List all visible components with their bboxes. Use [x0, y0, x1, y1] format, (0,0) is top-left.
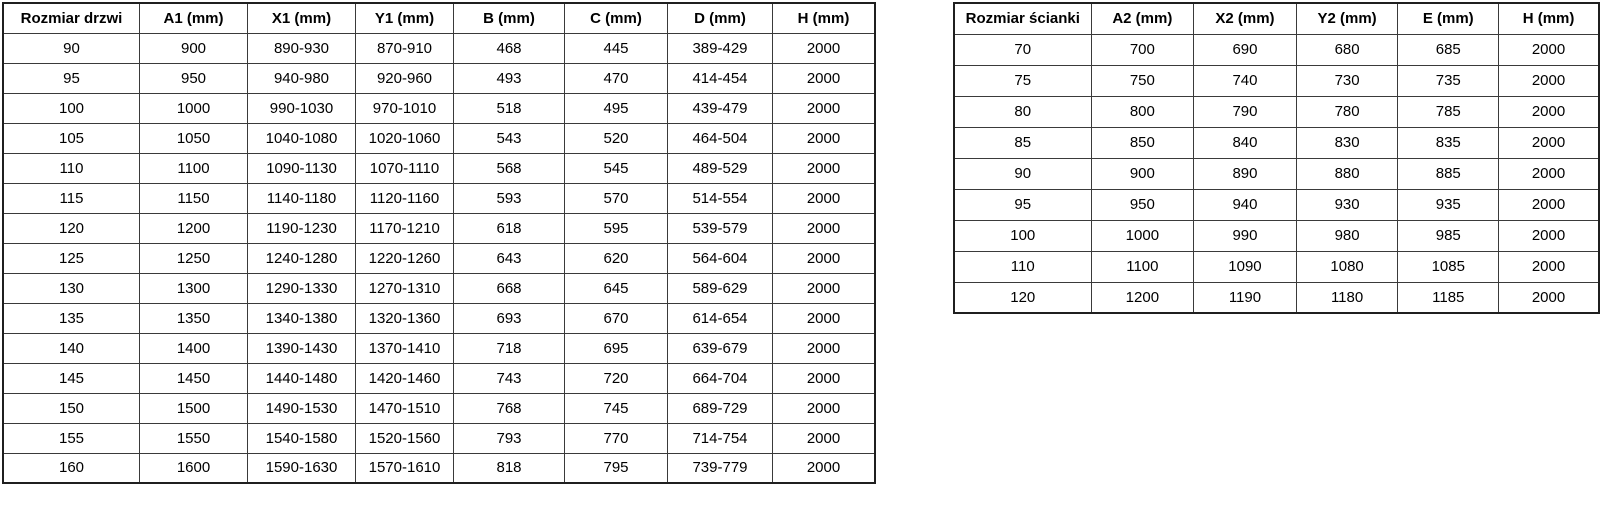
table-cell: 2000 [1499, 127, 1599, 158]
table-cell: 593 [454, 183, 565, 213]
table-cell: 614-654 [668, 303, 773, 333]
table-cell: 1085 [1398, 251, 1499, 282]
table-cell: 1290-1330 [248, 273, 356, 303]
table-cell: 2000 [773, 33, 876, 63]
column-header: Y1 (mm) [356, 3, 454, 33]
table-cell: 1540-1580 [248, 423, 356, 453]
table-row [3, 153, 875, 183]
table-cell: 1550 [140, 423, 248, 453]
table-cell: 1590-1630 [248, 453, 356, 483]
table-cell: 935 [1398, 189, 1499, 220]
column-header: E (mm) [1398, 3, 1499, 34]
table-cell: 690 [1194, 34, 1297, 65]
column-header: H (mm) [1499, 3, 1599, 34]
table-cell: 489-529 [668, 153, 773, 183]
table-cell: 1350 [140, 303, 248, 333]
table-cell: 940 [1194, 189, 1297, 220]
table-cell: 2000 [773, 363, 876, 393]
table-cell: 1100 [1091, 251, 1194, 282]
table-cell: 160 [3, 453, 140, 483]
table-cell: 685 [1398, 34, 1499, 65]
table-cell: 140 [3, 333, 140, 363]
table-cell: 1180 [1296, 282, 1398, 313]
table-cell: 1070-1110 [356, 153, 454, 183]
table-row [3, 213, 875, 243]
table-cell: 105 [3, 123, 140, 153]
column-header: X2 (mm) [1194, 3, 1297, 34]
table-cell: 80 [954, 96, 1091, 127]
table-cell: 900 [140, 33, 248, 63]
table-cell: 1500 [140, 393, 248, 423]
table-cell: 130 [3, 273, 140, 303]
table-cell: 695 [565, 333, 668, 363]
table-cell: 1400 [140, 333, 248, 363]
table-cell: 1050 [140, 123, 248, 153]
table-cell: 885 [1398, 158, 1499, 189]
header-row [954, 3, 1599, 34]
table-cell: 1270-1310 [356, 273, 454, 303]
table-cell: 890-930 [248, 33, 356, 63]
table-cell: 1190-1230 [248, 213, 356, 243]
table-cell: 693 [454, 303, 565, 333]
table-cell: 680 [1296, 34, 1398, 65]
table-cell: 493 [454, 63, 565, 93]
table-cell: 1570-1610 [356, 453, 454, 483]
table-cell: 100 [954, 220, 1091, 251]
table-cell: 643 [454, 243, 565, 273]
wall-size-table [953, 2, 1600, 314]
table-cell: 639-679 [668, 333, 773, 363]
table-cell: 2000 [1499, 65, 1599, 96]
column-header: C (mm) [565, 3, 668, 33]
table-cell: 850 [1091, 127, 1194, 158]
table-cell: 1520-1560 [356, 423, 454, 453]
table-row [954, 189, 1599, 220]
table-cell: 2000 [1499, 220, 1599, 251]
header-row [3, 3, 875, 33]
table-cell: 1600 [140, 453, 248, 483]
table-cell: 920-960 [356, 63, 454, 93]
table-cell: 2000 [773, 243, 876, 273]
table-cell: 1040-1080 [248, 123, 356, 153]
table-row [3, 333, 875, 363]
table-cell: 985 [1398, 220, 1499, 251]
table-cell: 120 [954, 282, 1091, 313]
table-cell: 1000 [140, 93, 248, 123]
table-cell: 100 [3, 93, 140, 123]
table-cell: 2000 [773, 303, 876, 333]
table-cell: 1300 [140, 273, 248, 303]
table-row [954, 96, 1599, 127]
table-cell: 950 [1091, 189, 1194, 220]
table-cell: 780 [1296, 96, 1398, 127]
table-cell: 2000 [1499, 282, 1599, 313]
table-row [954, 127, 1599, 158]
table-cell: 570 [565, 183, 668, 213]
table-cell: 564-604 [668, 243, 773, 273]
table-cell: 414-454 [668, 63, 773, 93]
table-cell: 793 [454, 423, 565, 453]
table-cell: 2000 [773, 333, 876, 363]
table-cell: 110 [954, 251, 1091, 282]
table-cell: 2000 [1499, 158, 1599, 189]
table-cell: 90 [3, 33, 140, 63]
table-cell: 689-729 [668, 393, 773, 423]
table-cell: 714-754 [668, 423, 773, 453]
table-row [954, 158, 1599, 189]
table-cell: 990-1030 [248, 93, 356, 123]
table-cell: 1185 [1398, 282, 1499, 313]
table-cell: 1190 [1194, 282, 1297, 313]
table-cell: 785 [1398, 96, 1499, 127]
table-cell: 990 [1194, 220, 1297, 251]
table-row [954, 65, 1599, 96]
table-cell: 720 [565, 363, 668, 393]
table-cell: 595 [565, 213, 668, 243]
table-cell: 1370-1410 [356, 333, 454, 363]
table-row [954, 220, 1599, 251]
table-cell: 740 [1194, 65, 1297, 96]
table-cell: 2000 [773, 213, 876, 243]
table-cell: 70 [954, 34, 1091, 65]
table-cell: 870-910 [356, 33, 454, 63]
table-cell: 1490-1530 [248, 393, 356, 423]
table-cell: 85 [954, 127, 1091, 158]
table-cell: 970-1010 [356, 93, 454, 123]
table-cell: 2000 [1499, 34, 1599, 65]
table-row [954, 282, 1599, 313]
table-row [3, 453, 875, 483]
table-cell: 664-704 [668, 363, 773, 393]
table-cell: 1120-1160 [356, 183, 454, 213]
table-cell: 1440-1480 [248, 363, 356, 393]
table-cell: 1080 [1296, 251, 1398, 282]
table-cell: 2000 [773, 423, 876, 453]
table-cell: 2000 [773, 93, 876, 123]
table-cell: 1020-1060 [356, 123, 454, 153]
table-cell: 95 [954, 189, 1091, 220]
table-row [3, 243, 875, 273]
table-cell: 2000 [1499, 96, 1599, 127]
table-cell: 2000 [773, 273, 876, 303]
table-cell: 840 [1194, 127, 1297, 158]
table-cell: 150 [3, 393, 140, 423]
table-cell: 2000 [773, 393, 876, 423]
table-cell: 1200 [1091, 282, 1194, 313]
table-cell: 668 [454, 273, 565, 303]
table-cell: 543 [454, 123, 565, 153]
table-cell: 900 [1091, 158, 1194, 189]
table-cell: 389-429 [668, 33, 773, 63]
table-cell: 495 [565, 93, 668, 123]
table-cell: 620 [565, 243, 668, 273]
table-cell: 890 [1194, 158, 1297, 189]
table-cell: 618 [454, 213, 565, 243]
table-cell: 930 [1296, 189, 1398, 220]
table-cell: 2000 [773, 453, 876, 483]
table-cell: 2000 [773, 123, 876, 153]
table-cell: 818 [454, 453, 565, 483]
table-cell: 768 [454, 393, 565, 423]
column-header: D (mm) [668, 3, 773, 33]
table-cell: 1320-1360 [356, 303, 454, 333]
table-cell: 950 [140, 63, 248, 93]
table-cell: 645 [565, 273, 668, 303]
table-cell: 718 [454, 333, 565, 363]
column-header: Rozmiar ścianki [954, 3, 1091, 34]
table-row [3, 33, 875, 63]
column-header: B (mm) [454, 3, 565, 33]
table-cell: 545 [565, 153, 668, 183]
table-cell: 470 [565, 63, 668, 93]
column-header: H (mm) [773, 3, 876, 33]
table-cell: 700 [1091, 34, 1194, 65]
table-cell: 464-504 [668, 123, 773, 153]
table-cell: 770 [565, 423, 668, 453]
table-cell: 125 [3, 243, 140, 273]
table-row [3, 93, 875, 123]
table-cell: 1100 [140, 153, 248, 183]
table-cell: 1090-1130 [248, 153, 356, 183]
table-cell: 830 [1296, 127, 1398, 158]
table-cell: 120 [3, 213, 140, 243]
table-cell: 745 [565, 393, 668, 423]
table-row [954, 34, 1599, 65]
table-cell: 1240-1280 [248, 243, 356, 273]
table-cell: 750 [1091, 65, 1194, 96]
table-cell: 795 [565, 453, 668, 483]
table-row [3, 183, 875, 213]
table-cell: 730 [1296, 65, 1398, 96]
table-cell: 743 [454, 363, 565, 393]
table-cell: 1150 [140, 183, 248, 213]
table-cell: 135 [3, 303, 140, 333]
table-cell: 739-779 [668, 453, 773, 483]
table-cell: 514-554 [668, 183, 773, 213]
table-cell: 1390-1430 [248, 333, 356, 363]
table-cell: 980 [1296, 220, 1398, 251]
table-row [3, 123, 875, 153]
table-cell: 589-629 [668, 273, 773, 303]
table-cell: 1140-1180 [248, 183, 356, 213]
table-cell: 1220-1260 [356, 243, 454, 273]
table-cell: 2000 [773, 183, 876, 213]
table-row [3, 273, 875, 303]
table-cell: 520 [565, 123, 668, 153]
table-cell: 1000 [1091, 220, 1194, 251]
table-cell: 95 [3, 63, 140, 93]
table-cell: 468 [454, 33, 565, 63]
table-row [3, 303, 875, 333]
table-cell: 1450 [140, 363, 248, 393]
table-row [3, 63, 875, 93]
table-cell: 518 [454, 93, 565, 123]
table-cell: 1470-1510 [356, 393, 454, 423]
table-row [3, 423, 875, 453]
door-size-table [2, 2, 876, 484]
column-header: X1 (mm) [248, 3, 356, 33]
table-cell: 2000 [1499, 251, 1599, 282]
table-cell: 90 [954, 158, 1091, 189]
table-cell: 445 [565, 33, 668, 63]
table-cell: 800 [1091, 96, 1194, 127]
table-cell: 155 [3, 423, 140, 453]
table-cell: 2000 [773, 153, 876, 183]
table-cell: 835 [1398, 127, 1499, 158]
table-cell: 790 [1194, 96, 1297, 127]
table-row [3, 363, 875, 393]
column-header: A1 (mm) [140, 3, 248, 33]
column-header: Y2 (mm) [1296, 3, 1398, 34]
table-cell: 75 [954, 65, 1091, 96]
table-cell: 539-579 [668, 213, 773, 243]
table-cell: 2000 [1499, 189, 1599, 220]
table-cell: 1090 [1194, 251, 1297, 282]
table-cell: 115 [3, 183, 140, 213]
column-header: Rozmiar drzwi [3, 3, 140, 33]
table-cell: 110 [3, 153, 140, 183]
table-cell: 1340-1380 [248, 303, 356, 333]
table-cell: 145 [3, 363, 140, 393]
table-cell: 2000 [773, 63, 876, 93]
table-cell: 670 [565, 303, 668, 333]
table-cell: 1170-1210 [356, 213, 454, 243]
table-cell: 439-479 [668, 93, 773, 123]
table-cell: 1420-1460 [356, 363, 454, 393]
table-row [954, 251, 1599, 282]
table-cell: 735 [1398, 65, 1499, 96]
column-header: A2 (mm) [1091, 3, 1194, 34]
table-row [3, 393, 875, 423]
table-cell: 940-980 [248, 63, 356, 93]
table-cell: 568 [454, 153, 565, 183]
table-cell: 880 [1296, 158, 1398, 189]
table-cell: 1250 [140, 243, 248, 273]
table-cell: 1200 [140, 213, 248, 243]
